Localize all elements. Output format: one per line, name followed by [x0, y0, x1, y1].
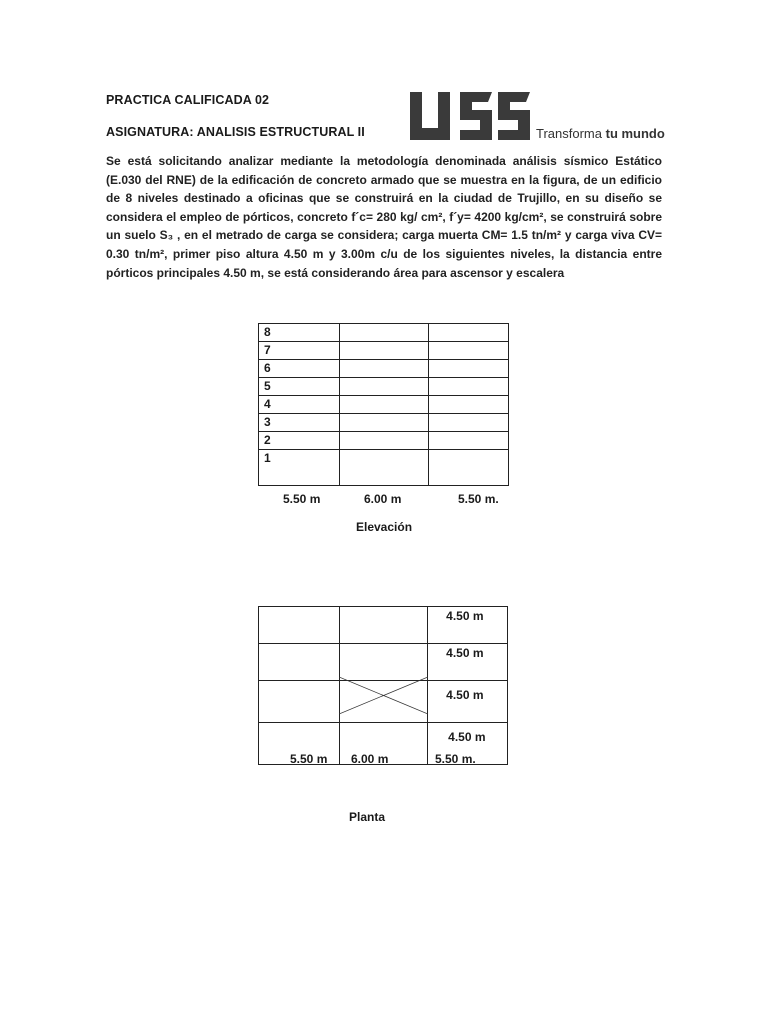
elevation-span-dimension: 5.50 m. — [458, 492, 499, 506]
level-label: 5 — [259, 378, 340, 396]
elevation-level-row — [259, 450, 509, 486]
logo-tagline: Transforma tu mundo — [536, 126, 665, 141]
plan-row — [259, 607, 508, 644]
bay-dimension: 4.50 m — [428, 723, 508, 765]
plan-caption: Planta — [349, 810, 386, 824]
level-label: 8 — [259, 324, 340, 342]
level-label: 7 — [259, 342, 340, 360]
bay-dimension: 4.50 m — [428, 607, 508, 644]
level-label: 2 — [259, 432, 340, 450]
bay-dimension: 4.50 m — [428, 644, 508, 681]
elevation-span-dimension: 5.50 m — [283, 492, 321, 506]
plan-span-dimension: 5.50 m. — [435, 752, 476, 766]
plan-span-dimension: 5.50 m — [290, 752, 328, 766]
uss-logo-letters — [410, 92, 530, 142]
plan-row — [259, 644, 508, 681]
elevation-caption: Elevación — [356, 520, 413, 534]
elevation-level-row — [259, 324, 509, 342]
subject-heading: ASIGNATURA: ANALISIS ESTRUCTURAL II — [106, 125, 365, 139]
elevation-level-row — [259, 396, 509, 414]
problem-statement: Se está solicitando analizar mediante la metodología denominada análisis sísmico Estático (E.030 del RNE) de la edificación de concreto armado que se muestra en la figura, de un edificio de 8 niveles destinado a oficinas que se construirá en la ciudad de Trujillo, en su diseño se considera el empleo de pórticos, concreto f´c= 280 kg/ cm², f´y= 4200 kg/cm², se construirá sobre un suelo S₃ , en el metrado de carga se considera; carga muerta CM= 1.5 tn/m² y carga viva CV= 0.30 tn/m², primer piso altura 4.50 m y 3.00m c/u de los siguientes niveles, la distancia entre pórticos principales 4.50 m, se está considerando área para ascensor y escalera — [106, 154, 662, 280]
level-label: 6 — [259, 360, 340, 378]
level-label: 4 — [259, 396, 340, 414]
elevation-grid — [258, 323, 509, 486]
elevation-level-row — [259, 342, 509, 360]
elevation-span-dimension: 6.00 m — [364, 492, 402, 506]
level-label: 1 — [259, 450, 340, 486]
bay-dimension: 4.50 m — [428, 681, 508, 723]
elevation-level-row — [259, 414, 509, 432]
elevator-stair-opening-cross — [339, 677, 428, 714]
elevation-level-row — [259, 360, 509, 378]
elevation-level-row — [259, 432, 509, 450]
plan-span-dimension: 6.00 m — [351, 752, 389, 766]
elevation-level-row — [259, 378, 509, 396]
level-label: 3 — [259, 414, 340, 432]
exam-title: PRACTICA CALIFICADA 02 — [106, 93, 270, 107]
